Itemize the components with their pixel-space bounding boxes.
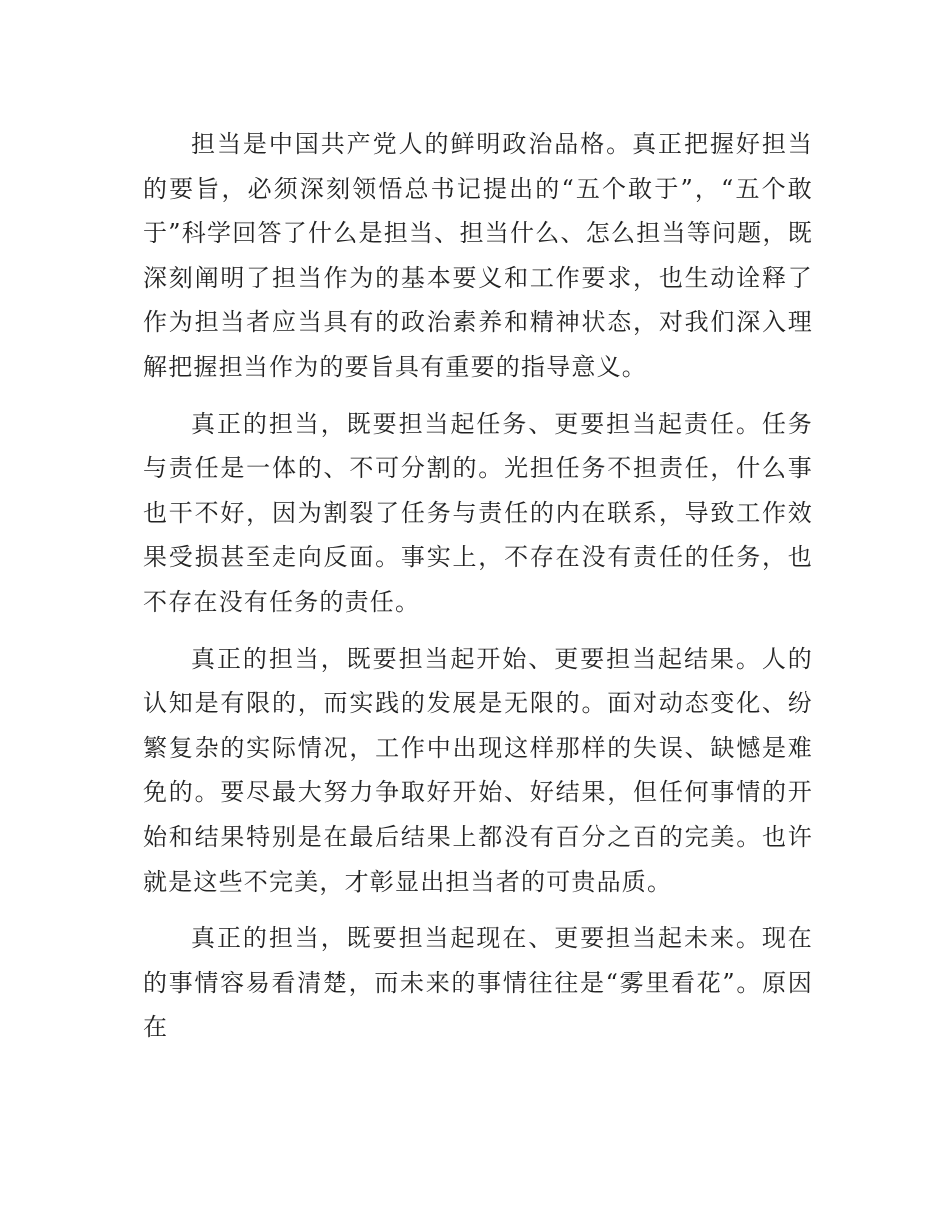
paragraph-1: 担当是中国共产党人的鲜明政治品格。真正把握好担当的要旨，必须深刻领悟总书记提出的“五个敢于”，“五个敢于”科学回答了什么是担当、担当什么、怎么担当等问题，既深刻阐明了担当作为的基本要义和工作要求，也生动诠释了作为担当者应当具有的政治素养和精神状态，对我们深入理解把握担当作为的要旨具有重要的指导意义。 [143,130,813,381]
paragraph-3: 真正的担当，既要担当起开始、更要担当起结果。人的认知是有限的，而实践的发展是无限的。面对动态变化、纷繁复杂的实际情况，工作中出现这样那样的失误、缺憾是难免的。要尽最大努力争取好开始、好结果，但任何事情的开始和结果特别是在最后结果上都没有百分之百的完美。也许就是这些不完美，才彰显出担当者的可贵品质。 [143,644,813,896]
paragraph-4: 真正的担当，既要担当起现在、更要担当起未来。现在的事情容易看清楚，而未来的事情往往是“雾里看花”。原因在 [143,924,813,1042]
paragraph-2: 真正的担当，既要担当起任务、更要担当起责任。任务与责任是一体的、不可分割的。光担任务不担责任，什么事也干不好，因为割裂了任务与责任的内在联系，导致工作效果受损甚至走向反面。事实上，不存在没有责任的任务，也不存在没有任务的责任。 [143,409,813,616]
document-body [143,122,813,1062]
